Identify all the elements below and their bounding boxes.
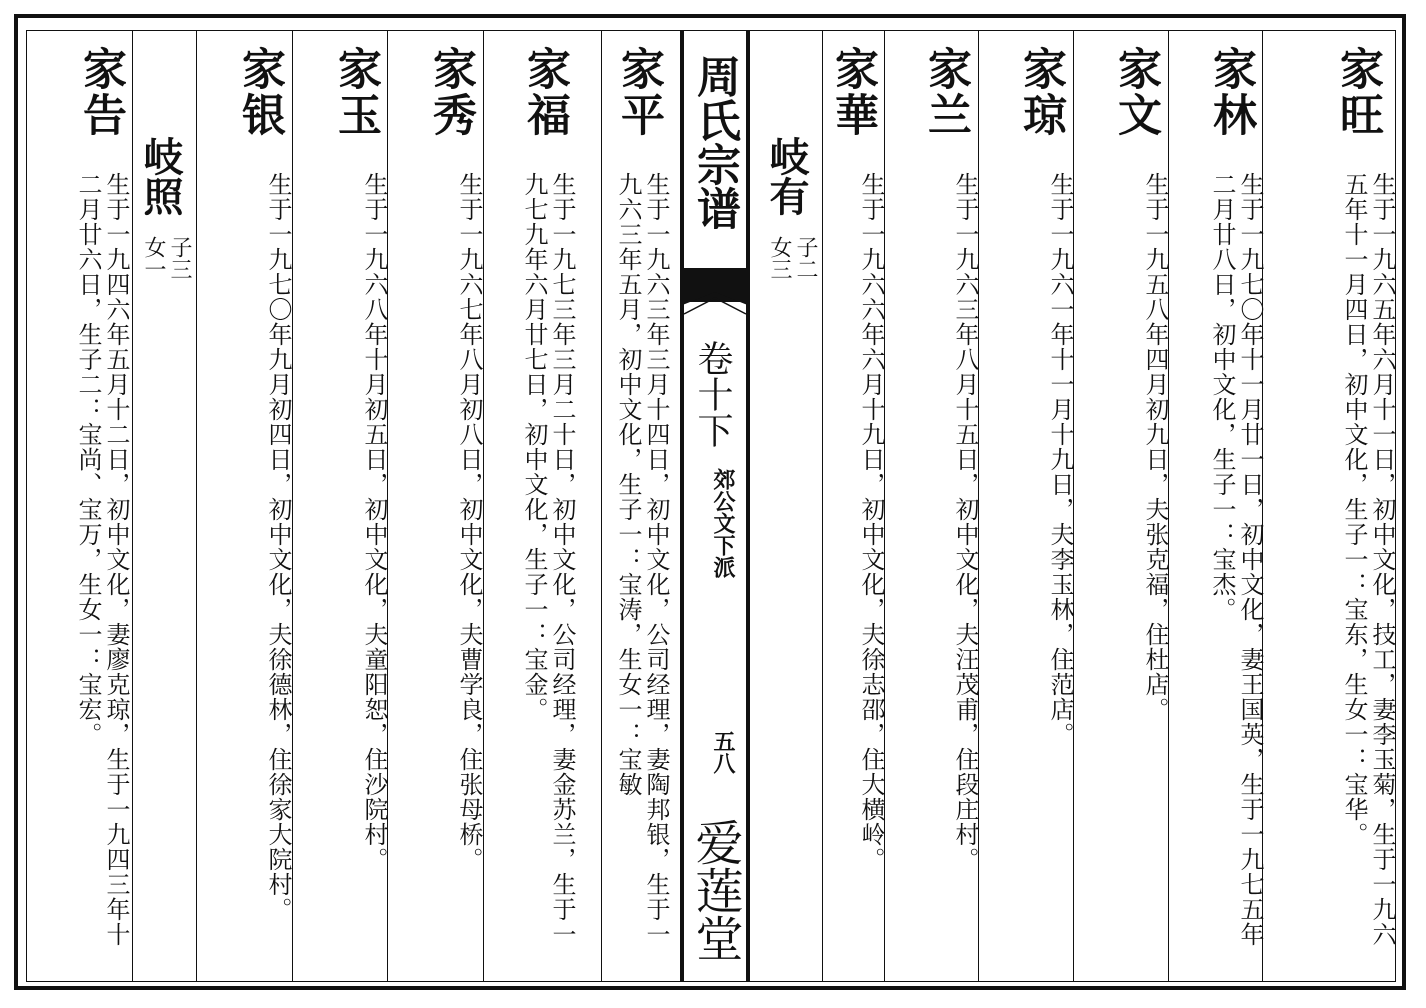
entry-text: 生于一九七〇年九月初四日，初中文化，夫徐德林，住徐家大院村。 [264, 172, 292, 922]
center-spine [680, 30, 750, 982]
page-number: 五八 [710, 730, 736, 774]
column-divider [196, 30, 197, 982]
entry-text: 生于一九六六年六月十九日，初中文化，夫徐志邵，住大横岭。 [857, 172, 885, 872]
entry-name: 家文 [1110, 46, 1161, 138]
entry-name: 家告 [75, 46, 126, 138]
column-divider [822, 30, 823, 982]
entry-text: 生于一九六一年十一月十九日，夫李玉林，住范店。 [1046, 172, 1074, 747]
entry-name: 家福 [519, 46, 570, 138]
entry-name: 家旺 [1332, 46, 1383, 138]
spine-right-rule [746, 30, 750, 982]
volume-label: 卷十下 [692, 340, 733, 448]
entry-name: 家银 [234, 46, 285, 138]
column-divider [132, 30, 133, 982]
entry-name: 家兰 [920, 46, 971, 138]
entry-name: 家玉 [330, 46, 381, 138]
genealogy-title: 周氏宗谱 [689, 54, 740, 230]
column-divider [292, 30, 293, 982]
parent-name: 岐照 [137, 136, 184, 216]
children-count: 子三 女一 [141, 236, 192, 280]
entry-text: 生于一九六五年六月十一日，初中文化，技工，妻李玉菊，生于一九六五年十一月四日，初中文化，生子一：宝东，生女一：宝华。 [1340, 172, 1396, 947]
entry-name: 家華 [827, 46, 878, 138]
entry-text: 生于一九六三年八月十五日，初中文化，夫汪茂甫，住段庄村。 [951, 172, 979, 872]
parent-name: 岐有 [763, 136, 810, 216]
entry-text: 生于一九七〇年十一月廿一日，初中文化，妻王国英，生于一九七五年二月廿八日，初中文化，生子一：宝杰。 [1208, 172, 1264, 947]
branch-label: 郊公文下派 [710, 468, 736, 578]
entry-name: 家秀 [425, 46, 476, 138]
entry-text: 生于一九四六年五月十二日，初中文化，妻廖克琼，生于一九四三年十二月廿六日，生子二：宝尚、宝万，生女一：宝宏。 [74, 172, 130, 947]
entry-name: 家平 [613, 46, 664, 138]
hall-name: 爱莲堂 [687, 818, 743, 962]
entry-text: 生于一九七三年三月二十日，初中文化，公司经理，妻金苏兰，生于一九七九年六月廿七日，初中文化，生子一：宝金。 [520, 172, 576, 947]
entry-name: 家琼 [1015, 46, 1066, 138]
chevron-ornament [680, 292, 750, 336]
children-count: 子二 女三 [767, 236, 818, 280]
column-divider [601, 30, 602, 982]
entry-text: 生于一九五八年四月初九日，夫张克福，住杜店。 [1141, 172, 1169, 722]
entry-text: 生于一九六八年十月初五日，初中文化，夫童阳恕，住沙院村。 [360, 172, 388, 872]
entry-text: 生于一九六三年三月十四日，初中文化，公司经理，妻陶邦银，生于一九六三年五月，初中文化，生子一：宝涛，生女一：宝敏 [614, 172, 670, 947]
column-divider [483, 30, 484, 982]
spine-left-rule [680, 30, 684, 982]
entry-text: 生于一九六七年八月初八日，初中文化，夫曹学良，住张母桥。 [455, 172, 483, 872]
entry-name: 家林 [1205, 46, 1256, 138]
